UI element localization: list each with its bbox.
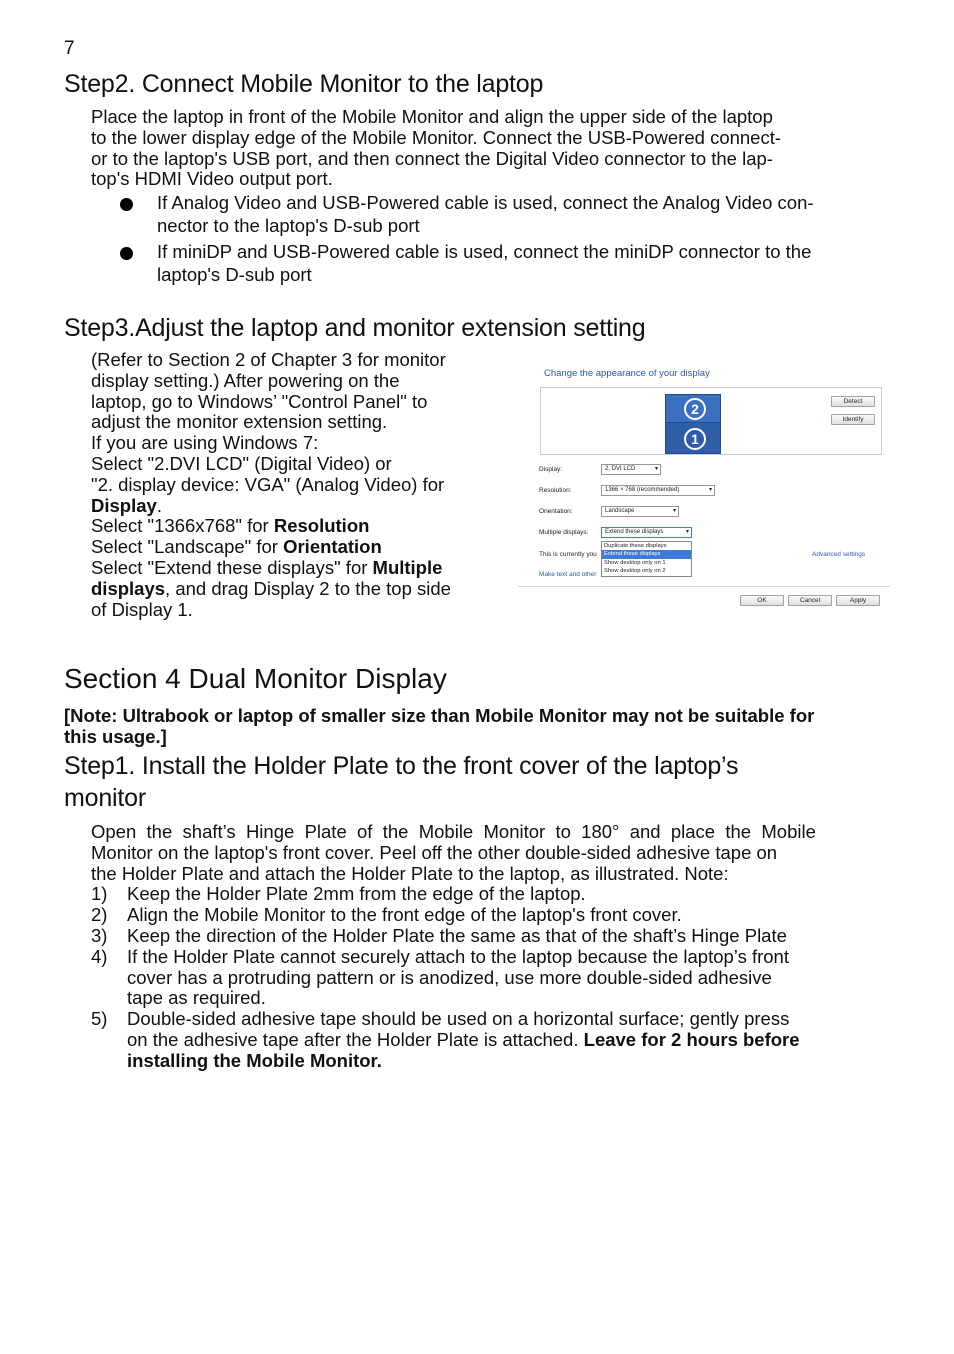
advanced-settings-link[interactable]: Advanced settings	[812, 551, 866, 558]
display-select-value: 2. DVI LCD	[605, 466, 636, 472]
multiple-displays-value: Extend these displays	[605, 529, 664, 535]
resolution-label: Resolution:	[539, 487, 572, 494]
list-item	[91, 926, 891, 947]
dropdown-option[interactable]: Show desktop only on 2	[604, 568, 666, 575]
multiple-displays-dropdown	[601, 541, 692, 577]
step3-text: Select "1366x768" for	[91, 515, 274, 537]
step2-paragraph	[91, 107, 891, 190]
make-text-link[interactable]: Make text and other	[539, 571, 597, 578]
step3-paragraph	[91, 350, 511, 620]
bold-text: installing the Mobile Monitor.	[127, 1049, 382, 1071]
list-number: 1)	[91, 883, 108, 905]
chevron-down-icon: ▾	[672, 508, 676, 514]
step1-line: Open the shaft’s Hinge Plate of the Mobile Monitor to 180° and place the Mobile	[91, 821, 816, 842]
section4-heading: Section 4 Dual Monitor Display	[64, 663, 447, 694]
bullet-line: laptop's D-sub port	[157, 263, 312, 285]
bullet-icon	[120, 198, 133, 211]
list-line	[127, 1030, 891, 1051]
list-number: 2)	[91, 904, 108, 926]
note-paragraph	[64, 706, 904, 748]
display-select[interactable]	[601, 464, 661, 475]
step3-line: If you are using Windows 7:	[91, 432, 319, 454]
resolution-select[interactable]	[601, 485, 715, 496]
step3-text: , and drag Display 2 to the top side	[165, 577, 451, 599]
monitor-2-number: 2	[684, 398, 706, 420]
bold-text: Multiple	[372, 556, 443, 578]
step1-line: the Holder Plate and attach the Holder Plate to the laptop, as illustrated. Note:	[91, 862, 729, 884]
list-text-part: on the adhesive tape after the Holder Plate is attached.	[127, 1028, 584, 1050]
list-number: 4)	[91, 945, 108, 967]
bold-text: Display	[91, 494, 157, 516]
monitor-1-number: 1	[684, 428, 706, 450]
step3-line: adjust the monitor extension setting.	[91, 411, 388, 433]
bullet-item	[157, 242, 897, 286]
list-item	[91, 884, 891, 905]
note-line: [Note: Ultrabook or laptop of smaller size than Mobile Monitor may not be suitable for	[64, 705, 815, 726]
step1-paragraph	[91, 822, 891, 1072]
list-number: 3)	[91, 924, 108, 946]
multiple-displays-label: Multiple displays:	[539, 529, 589, 536]
detect-button[interactable]: Detect	[831, 396, 875, 407]
monitor-1-icon[interactable]	[665, 422, 721, 454]
step3-line	[91, 496, 511, 517]
step3-line	[91, 516, 511, 537]
step3-line: laptop, go to Windows’ "Control Panel" to	[91, 390, 428, 412]
step1-heading	[64, 750, 738, 814]
step3-line: of Display 1.	[91, 598, 193, 620]
step3-line	[91, 579, 511, 600]
step2-heading: Step2. Connect Mobile Monitor to the laptop	[64, 70, 544, 98]
bullet-item	[157, 193, 897, 237]
list-text	[127, 1009, 891, 1071]
step3-line: Select "2.DVI LCD" (Digital Video) or	[91, 452, 392, 474]
cancel-button[interactable]: Cancel	[788, 595, 832, 606]
current-display-text: This is currently you	[539, 551, 597, 558]
step3-text: Select "Extend these displays" for	[91, 556, 373, 578]
identify-button[interactable]: Identify	[831, 414, 875, 425]
orientation-select[interactable]	[601, 506, 679, 517]
bullet-line: If miniDP and USB-Powered cable is used, connect the miniDP connector to the	[157, 241, 812, 262]
resolution-select-value: 1366 × 768 (recommended)	[605, 487, 680, 493]
list-text: Align the Mobile Monitor to the front edge of the laptop's front cover.	[127, 904, 682, 926]
step2-line: top's HDMI Video output port.	[91, 168, 333, 190]
screenshot-title: Change the appearance of your display	[544, 368, 710, 379]
step3-text: Select "Landscape" for	[91, 536, 284, 558]
page-number: 7	[64, 38, 75, 59]
note-line: this usage.]	[64, 725, 167, 747]
bold-text: displays	[91, 577, 166, 599]
step3-text: .	[156, 494, 162, 516]
monitor-arrangement-area	[540, 387, 882, 455]
bullet-icon	[120, 247, 133, 260]
chevron-down-icon: ▾	[685, 529, 689, 535]
step3-line	[91, 537, 511, 558]
step3-heading: Step3.Adjust the laptop and monitor extension setting	[64, 314, 646, 342]
ok-button[interactable]: OK	[740, 595, 784, 606]
list-line: If the Holder Plate cannot securely attach to the laptop because the laptop’s front	[127, 945, 789, 967]
bullet-line: If Analog Video and USB-Powered cable is used, connect the Analog Video con-	[157, 192, 814, 213]
list-text	[127, 947, 891, 1009]
display-label: Display:	[539, 466, 563, 473]
display-settings-screenshot	[514, 360, 890, 610]
step1-heading-line: Step1. Install the Holder Plate to the front cover of the laptop’s	[64, 752, 739, 780]
orientation-label: Orientation:	[539, 508, 573, 515]
step3-line	[91, 558, 511, 579]
dropdown-option[interactable]: Duplicate these displays	[604, 543, 667, 549]
step3-line: (Refer to Section 2 of Chapter 3 for monitor	[91, 349, 446, 370]
bullet-line: nector to the laptop's D-sub port	[157, 214, 420, 236]
list-line: cover has a protruding pattern or is anodized, use more double-sided adhesive	[127, 966, 772, 988]
list-number: 5)	[91, 1008, 108, 1030]
chevron-down-icon: ▾	[654, 466, 658, 472]
list-item	[91, 1009, 891, 1071]
bold-text: Orientation	[283, 536, 382, 558]
list-item	[91, 905, 891, 926]
bold-text: Resolution	[273, 515, 370, 537]
dropdown-option[interactable]: Show desktop only on 1	[604, 559, 666, 566]
step1-line: Monitor on the laptop's front cover. Peel off the other double-sided adhesive tape on	[91, 841, 778, 863]
chevron-down-icon: ▾	[708, 487, 712, 493]
step2-line: to the lower display edge of the Mobile Monitor. Connect the USB-Powered connect-	[91, 126, 782, 148]
step1-heading-line: monitor	[64, 784, 146, 812]
orientation-select-value: Landscape	[605, 508, 635, 514]
list-line: tape as required.	[127, 987, 266, 1009]
list-text: Keep the Holder Plate 2mm from the edge of the laptop.	[127, 883, 586, 905]
step2-line: or to the laptop's USB port, and then connect the Digital Video connector to the lap-	[91, 147, 773, 169]
apply-button[interactable]: Apply	[836, 595, 880, 606]
step3-line: "2. display device: VGA" (Analog Video) for	[91, 473, 445, 495]
list-line	[127, 1051, 891, 1072]
list-item	[91, 947, 891, 1009]
bold-text: Leave for 2 hours before	[583, 1028, 800, 1050]
multiple-displays-select[interactable]	[601, 527, 692, 538]
step2-line: Place the laptop in front of the Mobile Monitor and align the upper side of the laptop	[91, 106, 773, 127]
list-line: Double-sided adhesive tape should be used on a horizontal surface; gently press	[127, 1008, 790, 1030]
list-text: Keep the direction of the Holder Plate the same as that of the shaft’s Hinge Plate	[127, 924, 787, 946]
divider	[518, 586, 890, 587]
dropdown-option-selected[interactable]: Extend these displays	[602, 550, 691, 558]
step3-line: display setting.) After powering on the	[91, 369, 400, 391]
